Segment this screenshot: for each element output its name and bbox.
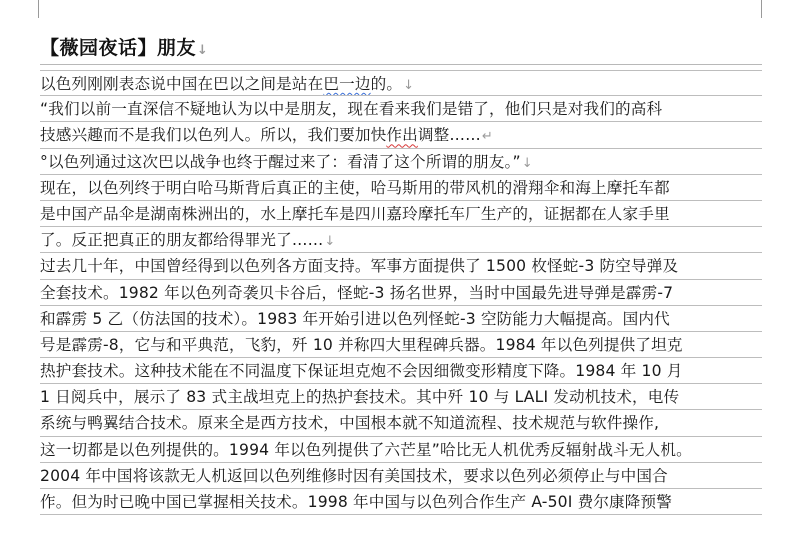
line-text: 2004 年中国将该款无人机返回以色列维修时因有美国技术，要求以色列必须停止与中国合 [40,466,668,485]
line-text: 了。反正把真正的朋友都给得罪光了…… [40,231,324,250]
title-line [40,30,762,65]
text-line [40,122,762,148]
text-line [40,410,762,436]
text-lines [40,70,762,515]
text-line [40,253,762,279]
paragraph-mark-icon: ↓ [403,78,415,93]
text-line [40,332,762,358]
text-line [40,384,762,410]
text-line [40,463,762,489]
text-line [40,280,762,306]
line-text: 现在，以色列终于明白哈马斯背后真正的主使，哈马斯用的带风机的滑翔伞和海上摩托车都 [40,178,670,197]
line-text: 以色列刚刚表态说中国在巴以之间是站在 [40,75,324,93]
line-text: °以色列通过这次巴以战争也终于醒过来了：看清了这个所谓的朋友。” [40,152,521,171]
line-text-tail: 调整…… [417,126,481,145]
text-line [40,227,762,253]
line-text: 作。但为时已晚中国已掌握相关技术。1998 年中国与以色列合作生产 A-50I 费尔康降预警 [40,493,673,511]
text-line [40,437,762,463]
line-text-tail: 的。 [370,75,403,93]
paragraph-mark-icon: ↓ [324,234,336,250]
text-line [40,175,762,201]
line-text: 全套技术。1982 年以色列奇袭贝卡谷后，怪蛇-3 扬名世界，当时中国最先进导弹是霹雳-7 [40,283,674,302]
line-text: 过去几十年，中国曾经得到以色列各方面支持。军事方面提供了 1500 枚怪蛇-3 防空导弹及 [40,257,679,276]
text-line [40,201,762,227]
line-text: 热护套技术。这种技术能在不同温度下保证坦克炮不会因细微变形精度下降。1984 年 10 月 [40,362,683,381]
line-text: 号是霹雳-8，它与和平典范，飞豹，歼 10 并称四大里程碑兵器。1984 年以色列提供了坦克 [40,335,683,354]
text-line [40,96,762,122]
line-text: 系统与鸭翼结合技术。原来全是西方技术，中国根本就不知道流程、技术规范与软件操作, [40,414,660,433]
document-title-text: 【薇园夜话】朋友 [40,37,197,59]
document-title [40,33,208,60]
line-text: 这一切都是以色列提供的。1994 年以色列提供了六芒星”哈比无人机优秀反辐射战斗无人机。 [40,440,692,459]
paragraph-mark-icon: ↓ [197,43,209,58]
text-line [40,358,762,384]
line-text: “我们以前一直深信不疑地认为以中是朋友，现在看来我们是错了，他们只是对我们的高科 [40,100,663,119]
text-line [40,489,762,515]
text-line [40,149,762,175]
line-text: 是中国产品伞是湖南株洲出的，水上摩托车是四川嘉玲摩托车厂生产的，证据都在人家手里 [40,204,670,223]
text-line [40,70,762,96]
line-text: 技感兴趣而不是我们以色列人。所以，我们要加快 [40,126,387,145]
spellcheck-marked-text: 巴一边 [323,75,371,93]
document-body[interactable] [40,30,762,515]
paragraph-mark-icon: ↵ [481,129,493,145]
spellcheck-marked-text: 作出 [386,126,418,145]
line-text: 1 日阅兵中，展示了 83 式主战坦克上的热护套技术。其中歼 10 与 LALI 发动机技术，电传 [40,388,680,407]
page-margin-mark-left [38,0,39,18]
page-margin-mark-right [761,0,762,18]
paragraph-mark-icon: ↓ [521,155,533,171]
line-text: 和霹雳 5 乙（仿法国的技术）。1983 年开始引进以色列怪蛇-3 空防能力大幅提高。国内代 [40,309,670,328]
text-line [40,306,762,332]
